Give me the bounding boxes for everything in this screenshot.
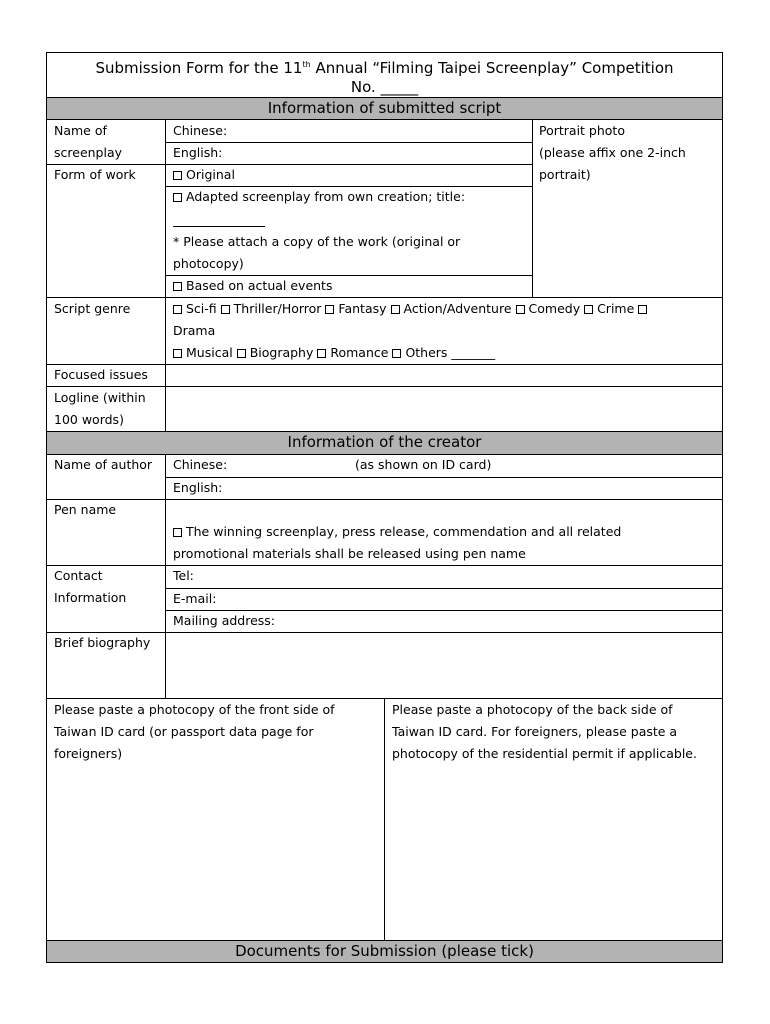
- checkbox-icon[interactable]: [221, 305, 230, 314]
- attach-note-2: photocopy): [173, 256, 244, 271]
- genre-crime[interactable]: Crime: [584, 301, 634, 316]
- genre-others[interactable]: Others _______: [392, 345, 495, 360]
- name-of-screenplay-label-2: screenplay: [54, 145, 123, 160]
- author-name-label: Name of author: [54, 457, 153, 472]
- checkbox-icon[interactable]: [638, 305, 647, 314]
- checkbox-icon[interactable]: [237, 349, 246, 358]
- genre-options-row-2: [173, 342, 495, 364]
- adapted-option[interactable]: Adapted screenplay from own creation; title:: [173, 186, 465, 208]
- brief-biography-label: Brief biography: [54, 635, 151, 650]
- focused-issues-label: Focused issues: [54, 367, 148, 382]
- id-front-note-3: foreigners): [54, 746, 123, 761]
- section-heading-creator: Information of the creator: [47, 431, 722, 455]
- script-genre-label: Script genre: [54, 301, 131, 316]
- author-english-field[interactable]: English:: [173, 480, 223, 495]
- id-back-note-3: photocopy of the residential permit if applicable.: [392, 746, 697, 761]
- form-number: No. _____: [350, 78, 419, 96]
- pen-name-label: Pen name: [54, 502, 117, 517]
- checkbox-icon[interactable]: [173, 193, 182, 202]
- genre-options-row: [173, 298, 651, 320]
- id-back-note-2: Taiwan ID card. For foreigners, please paste a: [392, 724, 678, 739]
- logline-label-2: 100 words): [54, 412, 124, 427]
- portrait-photo-note-1: (please affix one 2-inch: [539, 145, 686, 160]
- id-back-paste-area[interactable]: [385, 765, 722, 940]
- id-front-note-2: Taiwan ID card (or passport data page for: [54, 724, 314, 739]
- contact-label-2: Information: [54, 590, 127, 605]
- original-option[interactable]: Original: [173, 164, 235, 186]
- checkbox-icon[interactable]: [173, 171, 182, 180]
- id-card-note: (as shown on ID card): [355, 457, 492, 472]
- submission-form: [46, 52, 723, 963]
- genre-drama-label: Drama: [173, 323, 216, 338]
- name-of-screenplay-label-1: Name of: [54, 123, 107, 138]
- pen-name-field[interactable]: [166, 500, 722, 520]
- id-back-note-1: Please paste a photocopy of the back side of: [392, 702, 673, 717]
- author-chinese-field[interactable]: Chinese:: [173, 457, 228, 472]
- checkbox-icon[interactable]: [325, 305, 334, 314]
- pen-name-option-cont: promotional materials shall be released using pen name: [173, 546, 526, 561]
- checkbox-icon[interactable]: [173, 349, 182, 358]
- portrait-photo-label: Portrait photo: [539, 123, 625, 138]
- divider: [47, 565, 722, 566]
- genre-scifi[interactable]: Sci-fi: [173, 301, 217, 316]
- section-heading-documents: Documents for Submission (please tick): [47, 940, 722, 962]
- genre-drama[interactable]: [638, 301, 651, 316]
- mailing-address-field[interactable]: Mailing address:: [173, 613, 276, 628]
- id-front-paste-area[interactable]: [47, 765, 384, 940]
- divider: [165, 588, 722, 589]
- portrait-photo-note-2: portrait): [539, 167, 591, 182]
- genre-thriller[interactable]: Thriller/Horror: [221, 301, 322, 316]
- genre-action[interactable]: Action/Adventure: [391, 301, 512, 316]
- checkbox-icon[interactable]: [584, 305, 593, 314]
- tel-field[interactable]: Tel:: [173, 568, 194, 583]
- attach-note-1: * Please attach a copy of the work (original or: [173, 234, 461, 249]
- form-of-work-label: Form of work: [54, 167, 136, 182]
- screenplay-english-field[interactable]: English:: [173, 145, 223, 160]
- checkbox-icon[interactable]: [391, 305, 400, 314]
- checkbox-icon[interactable]: [392, 349, 401, 358]
- checkbox-icon[interactable]: [516, 305, 525, 314]
- genre-comedy[interactable]: Comedy: [516, 301, 581, 316]
- brief-biography-field[interactable]: [166, 633, 722, 698]
- email-field[interactable]: E-mail:: [173, 591, 217, 606]
- actual-events-option[interactable]: Based on actual events: [173, 275, 332, 297]
- pen-name-option[interactable]: The winning screenplay, press release, commendation and all related: [173, 521, 621, 543]
- id-front-note-1: Please paste a photocopy of the front side of: [54, 702, 335, 717]
- logline-label-1: Logline (within: [54, 390, 146, 405]
- adapted-title-blank[interactable]: [173, 226, 265, 227]
- form-title: Submission Form for the 11th Annual “Filming Taipei Screenplay” Competition: [95, 59, 674, 77]
- divider: [532, 120, 533, 297]
- contact-label-1: Contact: [54, 568, 103, 583]
- checkbox-icon[interactable]: [317, 349, 326, 358]
- genre-romance[interactable]: Romance: [317, 345, 388, 360]
- genre-musical[interactable]: Musical: [173, 345, 233, 360]
- genre-fantasy[interactable]: Fantasy: [325, 301, 386, 316]
- divider: [165, 477, 722, 478]
- logline-field[interactable]: [166, 387, 722, 431]
- screenplay-chinese-field[interactable]: Chinese:: [173, 123, 228, 138]
- checkbox-icon[interactable]: [173, 528, 182, 537]
- checkbox-icon[interactable]: [173, 282, 182, 291]
- focused-issues-field[interactable]: [166, 365, 722, 386]
- section-heading-script: Information of submitted script: [47, 97, 722, 120]
- checkbox-icon[interactable]: [173, 305, 182, 314]
- genre-biography[interactable]: Biography: [237, 345, 314, 360]
